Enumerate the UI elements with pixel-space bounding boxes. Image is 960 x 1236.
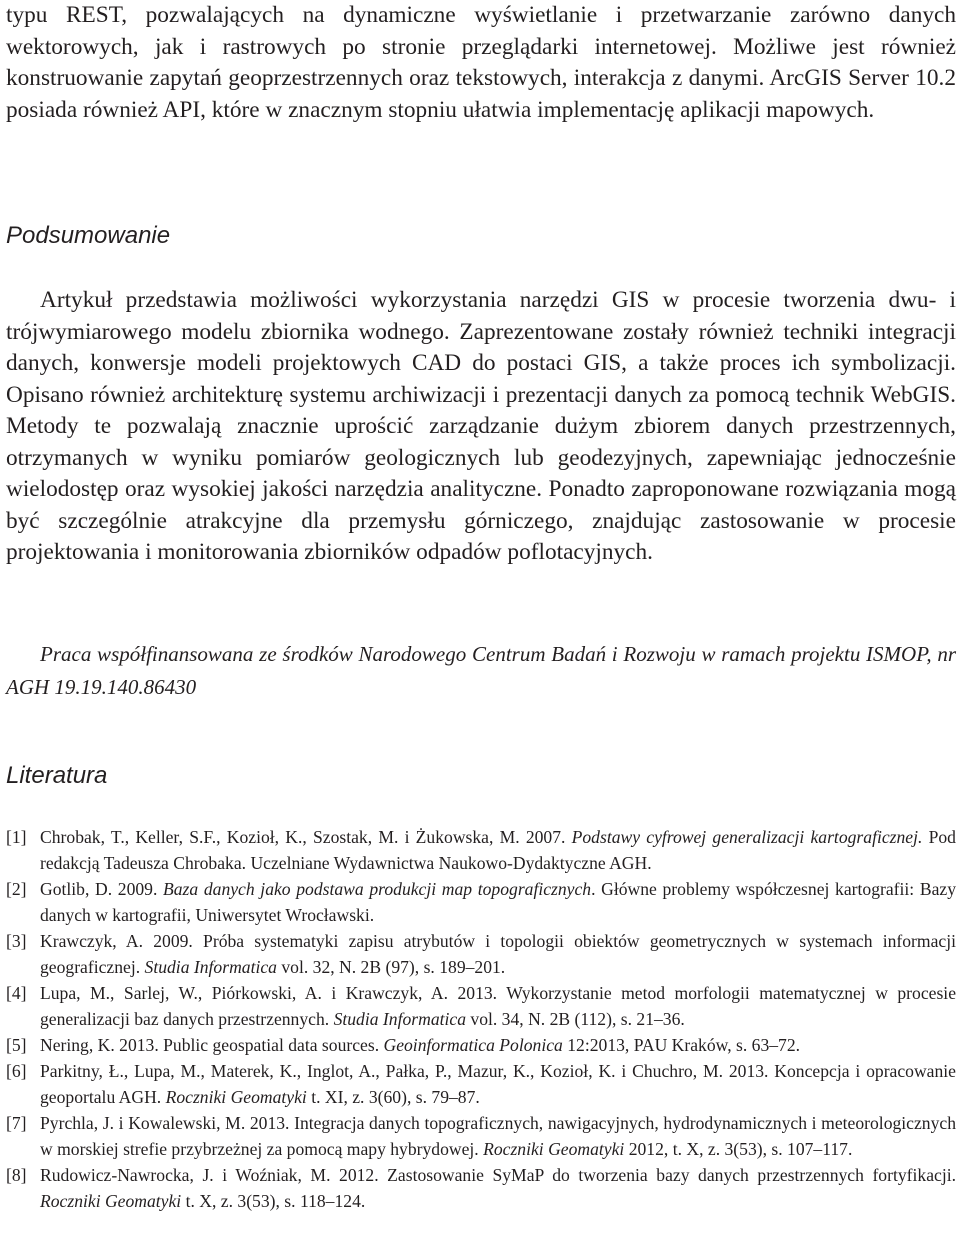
summary-text: Artykuł przedstawia możliwości wykorzystania narzędzi GIS w procesie tworzenia dwu- i trójwymiarowego modelu zbiornika wodnego. Zaprezentowane zostały również techniki integracji danych, konwersje modeli projektowych CAD do postaci GIS, a także proces ich symbolizacji. Opisano również architekturę systemu archiwizacji i prezentacji danych za pomocą technik WebGIS. Metody te pozwalają znacznie uprościć zarządzanie dużym zbiorem danych przestrzennych, otrzymanych w wyniku pomiarów geologicznych lub geodezyjnych, zapewniając jednocześnie wielodostęp oraz wysokiej jakości narzędzia analityczne. Ponadto zaproponowane rozwiązania mogą być szczególnie atrakcyjne dla przemysłu górniczego, znajdując zastosowanie w procesie projektowania i monitorowania zbiorników odpadów poflotacyjnych. <box>6 287 956 565</box>
reference-authors: Nering, K. 2013. Public geospatial data sources. <box>40 1035 384 1055</box>
reference-item <box>6 876 956 928</box>
reference-number: [4] <box>6 983 27 1003</box>
intro-paragraph: typu REST, pozwalających na dynamiczne wyświetlanie i przetwarzanie zarówno danych wektorowych, jak i rastrowych po stronie przeglądarki internetowej. Możliwe jest również konstruowanie zapytań geoprzestrzennych oraz tekstowych, interakcja z danymi. ArcGIS Server 10.2 posiada również API, które w znacznym stopniu ułatwia implementację aplikacji mapowych. <box>6 2 956 123</box>
reference-details: 2012, t. X, z. 3(53), s. 107–117. <box>624 1139 853 1159</box>
reference-item <box>6 980 956 1032</box>
reference-authors: Gotlib, D. 2009. <box>40 879 164 899</box>
reference-item <box>6 1058 956 1110</box>
reference-details: vol. 32, N. 2B (97), s. 189–201. <box>276 957 506 977</box>
reference-item <box>6 1162 956 1214</box>
reference-authors: Rudowicz-Nawrocka, J. i Woźniak, M. 2012. Zastosowanie SyMaP do tworzenia bazy danych przestrzennych fortyfikacji. <box>40 1165 956 1185</box>
reference-title: Baza danych jako podstawa produkcji map topograficznych <box>163 879 592 899</box>
reference-item <box>6 928 956 980</box>
reference-number: [2] <box>6 879 27 899</box>
reference-details: vol. 34, N. 2B (112), s. 21–36. <box>466 1009 685 1029</box>
reference-number: [8] <box>6 1165 27 1185</box>
literature-heading: Literatura <box>6 762 108 789</box>
funding-text: Praca współfinansowana ze środków Narodowego Centrum Badań i Rozwoju w ramach projektu ISMOP, nr AGH 19.19.140.86430 <box>6 642 956 699</box>
reference-number: [6] <box>6 1061 27 1081</box>
reference-list <box>6 824 956 1214</box>
reference-journal: Roczniki Geomatyki <box>40 1191 182 1211</box>
reference-details: t. XI, z. 3(60), s. 79–87. <box>306 1087 480 1107</box>
reference-title: Podstawy cyfrowej generalizacji kartograficznej. <box>571 827 923 847</box>
reference-authors: Chrobak, T., Keller, S.F., Kozioł, K., Szostak, M. i Żukowska, M. 2007. <box>40 827 572 847</box>
reference-item <box>6 1032 956 1058</box>
reference-authors: Pyrchla, J. i Kowalewski, M. 2013. Integracja danych topograficznych, nawigacyjnych, hydrodynamicznych i meteorologicznych w morskiej strefie przybrzeżnej za pomocą mapy hybrydowej. <box>40 1113 956 1159</box>
reference-details: t. X, z. 3(53), s. 118–124. <box>181 1191 366 1211</box>
reference-number: [7] <box>6 1113 27 1133</box>
reference-number: [3] <box>6 931 27 951</box>
reference-details: Pod redakcją Tadeusza Chrobaka. Uczelniane Wydawnictwa Naukowo-Dydaktyczne AGH. <box>40 827 956 873</box>
summary-heading: Podsumowanie <box>6 222 171 249</box>
reference-journal: Roczniki Geomatyki <box>483 1139 625 1159</box>
reference-item <box>6 1110 956 1162</box>
reference-number: [5] <box>6 1035 27 1055</box>
reference-journal: Studia Informatica <box>144 957 277 977</box>
reference-authors: Lupa, M., Sarlej, W., Piórkowski, A. i Krawczyk, A. 2013. Wykorzystanie metod morfologii matematycznej w procesie generalizacji baz danych przestrzennych. <box>40 983 956 1029</box>
reference-authors: Krawczyk, A. 2009. Próba systematyki zapisu atrybutów i topologii obiektów geometrycznych w systemach informacji geograficznej. <box>40 931 956 977</box>
reference-journal: Studia Informatica <box>333 1009 466 1029</box>
reference-details: . Główne problemy współczesnej kartografii: Bazy danych w kartografii, Uniwersytet Wrocławski. <box>40 879 956 925</box>
reference-journal: Roczniki Geomatyki <box>165 1087 307 1107</box>
reference-journal: Geoinformatica Polonica <box>383 1035 563 1055</box>
summary-paragraph <box>6 285 956 569</box>
funding-note <box>6 638 956 704</box>
reference-number: [1] <box>6 827 27 847</box>
reference-item <box>6 824 956 876</box>
reference-details: 12:2013, PAU Kraków, s. 63–72. <box>562 1035 801 1055</box>
reference-authors: Parkitny, Ł., Lupa, M., Materek, K., Inglot, A., Pałka, P., Mazur, K., Kozioł, K. i Chuchro, M. 2013. Koncepcja i opracowanie geoportalu AGH. <box>40 1061 956 1107</box>
